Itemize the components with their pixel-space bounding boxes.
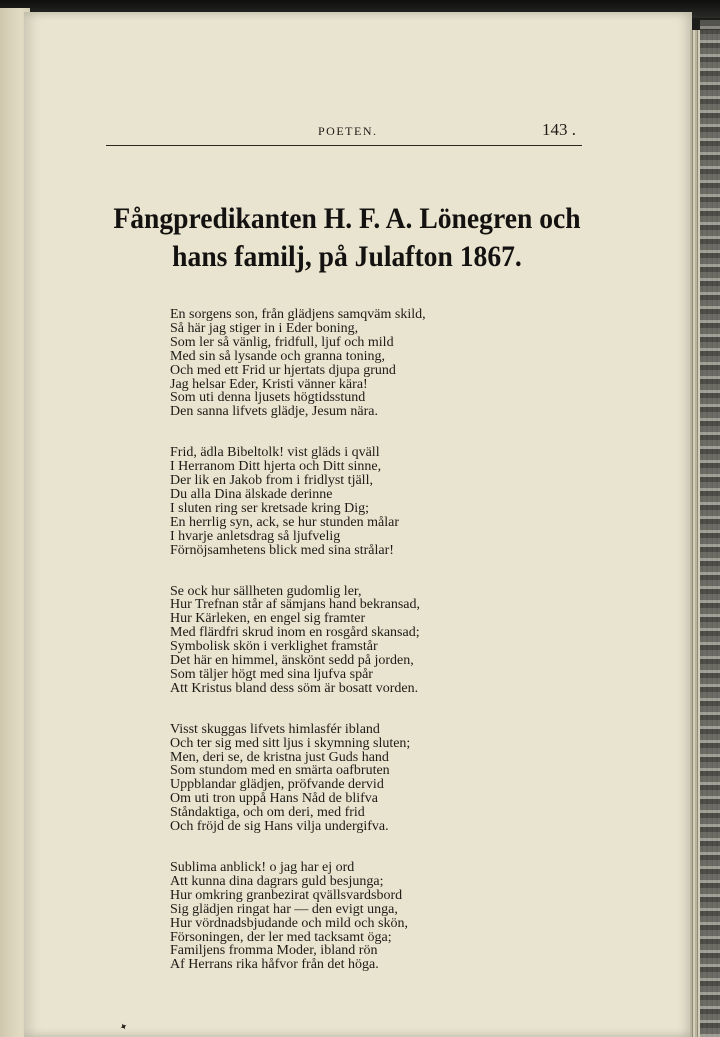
- verse-line: Hur Trefnan står af sämjans hand bekransad,: [170, 597, 420, 613]
- stanza-1: [170, 308, 570, 419]
- stanza-3: [170, 585, 570, 696]
- verse-line: Försoningen, der ler med tacksamt öga;: [170, 929, 392, 945]
- verse-line: Det här en himmel, änskönt sedd på jorden,: [170, 653, 414, 669]
- verse-line: Den sanna lifvets glädje, Jesum nära.: [170, 404, 378, 420]
- verse-line: Af Herrans rika håfvor från det höga.: [170, 957, 379, 973]
- verse-line: Familjens fromma Moder, ibland rön: [170, 943, 378, 959]
- page-number: 143 .: [542, 120, 576, 139]
- verse-line: Men, deri se, de kristna just Guds hand: [170, 749, 389, 765]
- verse-line: Hur Kärleken, en engel sig framter: [170, 611, 366, 627]
- verse-line: Du alla Dina älskade derinne: [170, 486, 333, 502]
- verse-line: Frid, ädla Bibeltolk! vist gläds i qväll: [170, 445, 380, 461]
- verse-line: Sig glädjen ringat har — den evigt unga,: [170, 901, 398, 917]
- verse-line: Hur omkring granbezirat qvällsvardsbord: [170, 887, 403, 903]
- verse-line: Med sin så lysande och granna toning,: [170, 348, 386, 364]
- verse-line: Och ter sig med sitt ljus i skymning sluten;: [170, 735, 411, 751]
- running-title: POETEN.: [318, 124, 378, 138]
- verse-line: Se ock hur sällheten gudomlig ler,: [170, 583, 362, 599]
- verse-line: Som ler så vänlig, fridfull, ljuf och mild: [170, 334, 394, 350]
- verse-line: I hvarje anletsdrag så ljufvelig: [170, 528, 341, 544]
- stanza-5: [170, 861, 570, 972]
- verse-line: Symbolisk skön i verklighet framstår: [170, 639, 378, 655]
- verse-line: En herrlig syn, ack, se hur stunden målar: [170, 514, 399, 530]
- verse-line: Som täljer högt med sina ljufva spår: [170, 666, 373, 682]
- verse-line: Der lik en Jakob from i fridlyst tjäll,: [170, 473, 373, 489]
- verse-line: Förnöjsamhetens blick med sina strålar!: [170, 542, 394, 558]
- header-rule: [106, 145, 582, 146]
- verse-line: I Herranom Ditt hjerta och Ditt sinne,: [170, 459, 382, 475]
- running-head: [106, 122, 582, 144]
- verse-line: Hur vördnadsbjudande och mild och skön,: [170, 915, 408, 931]
- verse-line: Och med ett Frid ur hjertats djupa grund: [170, 362, 396, 378]
- verse-line: Med flärdfri skrud inom en rosgård skansad;: [170, 625, 420, 641]
- poem-title-line-1: Fångpredikanten H. F. A. Lönegren och: [113, 202, 581, 235]
- stanza-4: [170, 723, 570, 834]
- book-cover-edge: [700, 20, 720, 1037]
- poem-title: [101, 200, 592, 276]
- verse-line: I sluten ring ser kretsade kring Dig;: [170, 500, 370, 516]
- stanza-2: [170, 446, 570, 557]
- verse-line: Jag helsar Eder, Kristi vänner kära!: [170, 376, 368, 392]
- poem-body: [170, 308, 570, 999]
- verse-line: En sorgens son, från glädjens samqväm skild,: [170, 307, 426, 322]
- verse-line: Så här jag stiger in i Eder boning,: [170, 320, 359, 336]
- verse-line: Om uti tron uppå Hans Nåd de blifva: [170, 791, 379, 807]
- verse-line: Som stundom med en smärta oafbruten: [170, 763, 390, 779]
- verse-line: Och fröjd de sig Hans vilja undergifva.: [170, 819, 389, 835]
- verse-line: Som uti denna ljusets högtidsstund: [170, 390, 366, 406]
- verse-line: Att kunna dina dagrars guld besjunga;: [170, 873, 384, 889]
- poem-title-line-2: hans familj, på Julafton 1867.: [172, 240, 522, 273]
- verse-line: Sublima anblick! o jag har ej ord: [170, 860, 355, 875]
- verse-line: Visst skuggas lifvets himlasfér ibland: [170, 721, 380, 737]
- verse-line: Ståndaktiga, och om deri, med frid: [170, 805, 365, 821]
- ink-mark: ✦: [117, 1020, 131, 1035]
- verse-line: Att Kristus bland dess söm är bosatt vorden.: [170, 680, 419, 696]
- verse-line: Uppblandar glädjen, pröfvande dervid: [170, 777, 384, 793]
